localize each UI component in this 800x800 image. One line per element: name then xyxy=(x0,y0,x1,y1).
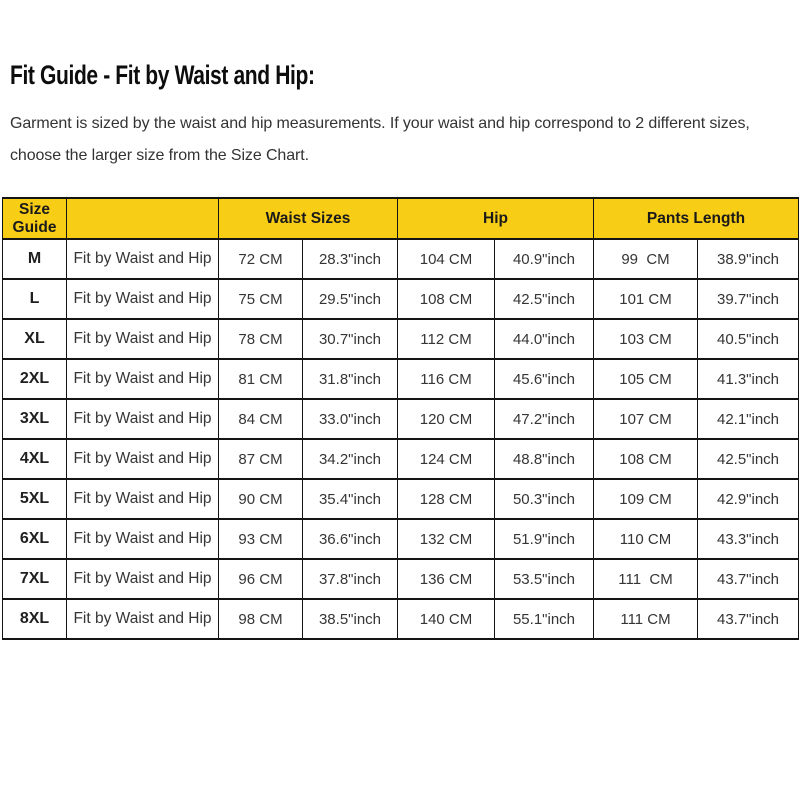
hip-inch-cell: 47.2"inch xyxy=(495,399,594,439)
waist-cm-cell: 75 CM xyxy=(219,279,303,319)
table-row xyxy=(3,439,799,479)
table-row xyxy=(3,399,799,439)
pants-inch-cell: 43.7"inch xyxy=(698,599,799,639)
pants-inch-cell: 39.7"inch xyxy=(698,279,799,319)
waist-inch-cell: 35.4"inch xyxy=(303,479,398,519)
col-header-pants-length: Pants Length xyxy=(594,198,799,239)
table-row xyxy=(3,279,799,319)
pants-cm-cell: 107 CM xyxy=(594,399,698,439)
size-cell: 6XL xyxy=(3,519,67,559)
waist-inch-cell: 38.5"inch xyxy=(303,599,398,639)
fit-cell: Fit by Waist and Hip xyxy=(67,559,219,599)
pants-inch-cell: 41.3"inch xyxy=(698,359,799,399)
waist-inch-cell: 34.2"inch xyxy=(303,439,398,479)
hip-inch-cell: 44.0"inch xyxy=(495,319,594,359)
table-row xyxy=(3,319,799,359)
waist-cm-cell: 78 CM xyxy=(219,319,303,359)
waist-cm-cell: 90 CM xyxy=(219,479,303,519)
size-cell: XL xyxy=(3,319,67,359)
waist-cm-cell: 87 CM xyxy=(219,439,303,479)
pants-cm-cell: 111 CM xyxy=(594,559,698,599)
col-header-waist-sizes: Waist Sizes xyxy=(219,198,398,239)
hip-cm-cell: 128 CM xyxy=(398,479,495,519)
pants-inch-cell: 40.5"inch xyxy=(698,319,799,359)
size-cell: 4XL xyxy=(3,439,67,479)
hip-cm-cell: 104 CM xyxy=(398,239,495,279)
table-row xyxy=(3,599,799,639)
pants-cm-cell: 111 CM xyxy=(594,599,698,639)
hip-cm-cell: 108 CM xyxy=(398,279,495,319)
waist-inch-cell: 31.8"inch xyxy=(303,359,398,399)
table-row xyxy=(3,239,799,279)
hip-cm-cell: 116 CM xyxy=(398,359,495,399)
pants-cm-cell: 103 CM xyxy=(594,319,698,359)
size-cell: L xyxy=(3,279,67,319)
col-header-hip: Hip xyxy=(398,198,594,239)
hip-cm-cell: 140 CM xyxy=(398,599,495,639)
pants-inch-cell: 43.3"inch xyxy=(698,519,799,559)
hip-inch-cell: 45.6"inch xyxy=(495,359,594,399)
fit-cell: Fit by Waist and Hip xyxy=(67,599,219,639)
fit-cell: Fit by Waist and Hip xyxy=(67,279,219,319)
size-chart-table xyxy=(2,197,799,640)
hip-cm-cell: 136 CM xyxy=(398,559,495,599)
pants-inch-cell: 42.9"inch xyxy=(698,479,799,519)
waist-inch-cell: 28.3"inch xyxy=(303,239,398,279)
waist-inch-cell: 33.0"inch xyxy=(303,399,398,439)
col-header-fit-empty xyxy=(67,198,219,239)
pants-inch-cell: 38.9"inch xyxy=(698,239,799,279)
waist-cm-cell: 93 CM xyxy=(219,519,303,559)
pants-cm-cell: 110 CM xyxy=(594,519,698,559)
table-row xyxy=(3,479,799,519)
hip-cm-cell: 120 CM xyxy=(398,399,495,439)
waist-inch-cell: 30.7"inch xyxy=(303,319,398,359)
fit-cell: Fit by Waist and Hip xyxy=(67,439,219,479)
fit-cell: Fit by Waist and Hip xyxy=(67,399,219,439)
hip-inch-cell: 40.9"inch xyxy=(495,239,594,279)
hip-inch-cell: 55.1"inch xyxy=(495,599,594,639)
hip-cm-cell: 132 CM xyxy=(398,519,495,559)
page-title: Fit Guide - Fit by Waist and Hip: xyxy=(10,60,315,90)
fit-cell: Fit by Waist and Hip xyxy=(67,239,219,279)
pants-cm-cell: 108 CM xyxy=(594,439,698,479)
waist-cm-cell: 98 CM xyxy=(219,599,303,639)
pants-cm-cell: 105 CM xyxy=(594,359,698,399)
fit-cell: Fit by Waist and Hip xyxy=(67,359,219,399)
pants-inch-cell: 42.5"inch xyxy=(698,439,799,479)
size-cell: 8XL xyxy=(3,599,67,639)
table-row xyxy=(3,559,799,599)
waist-inch-cell: 29.5"inch xyxy=(303,279,398,319)
pants-cm-cell: 101 CM xyxy=(594,279,698,319)
waist-cm-cell: 96 CM xyxy=(219,559,303,599)
size-cell: 2XL xyxy=(3,359,67,399)
waist-cm-cell: 72 CM xyxy=(219,239,303,279)
fit-cell: Fit by Waist and Hip xyxy=(67,479,219,519)
waist-inch-cell: 36.6"inch xyxy=(303,519,398,559)
fit-cell: Fit by Waist and Hip xyxy=(67,519,219,559)
pants-cm-cell: 99 CM xyxy=(594,239,698,279)
hip-inch-cell: 51.9"inch xyxy=(495,519,594,559)
intro-paragraph: Garment is sized by the waist and hip measurements. If your waist and hip correspond to 2 different sizes, choose the larger size from the Size Chart. xyxy=(10,115,750,164)
table-header-row xyxy=(3,198,799,239)
fit-cell: Fit by Waist and Hip xyxy=(67,319,219,359)
size-cell: M xyxy=(3,239,67,279)
pants-inch-cell: 42.1"inch xyxy=(698,399,799,439)
pants-inch-cell: 43.7"inch xyxy=(698,559,799,599)
size-cell: 3XL xyxy=(3,399,67,439)
pants-cm-cell: 109 CM xyxy=(594,479,698,519)
hip-inch-cell: 53.5"inch xyxy=(495,559,594,599)
size-cell: 7XL xyxy=(3,559,67,599)
hip-cm-cell: 112 CM xyxy=(398,319,495,359)
hip-inch-cell: 50.3"inch xyxy=(495,479,594,519)
hip-inch-cell: 42.5"inch xyxy=(495,279,594,319)
waist-cm-cell: 84 CM xyxy=(219,399,303,439)
hip-cm-cell: 124 CM xyxy=(398,439,495,479)
waist-cm-cell: 81 CM xyxy=(219,359,303,399)
table-row xyxy=(3,519,799,559)
hip-inch-cell: 48.8"inch xyxy=(495,439,594,479)
size-cell: 5XL xyxy=(3,479,67,519)
table-row xyxy=(3,359,799,399)
col-header-size-guide: Size Guide xyxy=(3,198,67,239)
waist-inch-cell: 37.8"inch xyxy=(303,559,398,599)
